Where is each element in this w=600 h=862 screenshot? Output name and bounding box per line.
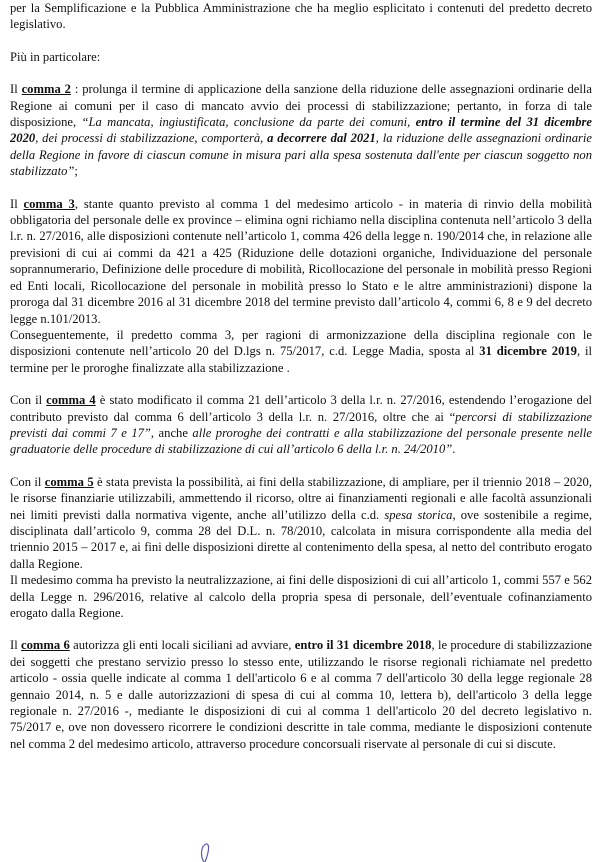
comma-4-label: comma 4 xyxy=(46,393,96,408)
comma-6-paragraph: Il comma 6 autorizza gli enti locali siciliani ad avviare, entro il 31 dicembre 2018, le procedure di stabilizzazione dei soggetti che prestano servizio presso lo stesso ente, utilizzando le risorse regionali richiamate nel predetto articolo - ossia quelle indicate al comma 1 dell'articolo 6 e al comma 7 dell'articolo 30 della legge regionale 28 gennaio 2014, n. 5 e dalle autorizzazioni di spesa di cui al comma 10, lettera b), dell'articolo 3 della legge regionale n. 27/2016 -, mediante le disposizioni di cui al comma 1 dell'articolo 20 del decreto legislativo n. 75/2017 e, ove non dovessero ricorrere le condizioni descritte in tale comma, mediante le disposizioni contenute nel comma 2 del medesimo articolo, attraverso procedure concorsuali riservate al personale di cui si discute. xyxy=(10,638,593,751)
comma-3-label: comma 3 xyxy=(23,196,75,211)
lead-paragraph: Più in particolare: xyxy=(10,49,101,64)
comma-6-label: comma 6 xyxy=(21,638,70,653)
comma-2-label: comma 2 xyxy=(21,82,71,97)
comma-4-paragraph: Con il comma 4 è stato modificato il comma 21 dell’articolo 3 della l.r. n. 27/2016, estendendo l’erogazione del contributo previsto dal comma 6 dell’articolo 3 della l.r. n. 27/2016, oltre che ai “percorsi di stabilizzazione previsti dai commi 7 e 17”, anche alle proroghe dei contratti e alla stabilizzazione del personale presente nelle graduatorie delle procedure di stabilizzazione di cui all’articolo 6 della l.r. n. 24/2010”. xyxy=(10,393,593,457)
handwritten-signature-mark xyxy=(190,838,220,862)
document-page xyxy=(10,0,592,768)
comma-5-paragraph: Con il comma 5 è stata prevista la possibilità, ai fini della stabilizzazione, di ampliare, per il triennio 2018 – 2020, le risorse finanziarie utilizzabili, ammettendo il ricorso, oltre ai finanziamenti regionali e alle facoltà assunzionali nei limiti previsti dalla normativa vigente, anche all’utilizzo della c.d. spesa storica, ove sostenibile a regime, disciplinata dall’articolo 9, comma 28 del D.L. n. 78/2010, calcolata in misura corrispondente alla media del triennio 2015 – 2017 e, ai fini delle disposizioni dirette al contenimento della spesa, al netto del contributo erogato dalla Regione. xyxy=(10,474,592,571)
comma-5-label: comma 5 xyxy=(44,474,94,489)
intro-paragraph: per la Semplificazione e la Pubblica Amministrazione che ha meglio esplicitato i contenuti del predetto decreto legislativo. xyxy=(10,1,592,32)
comma-2-paragraph: Il comma 2 : prolunga il termine di applicazione della sanzione della riduzione delle assegnazioni ordinarie della Regione ai comuni per il caso di mancato avvio dei processi di stabilizzazione; pertanto, in forza di tale disposizione, “La mancata, ingiustificata, conclusione da parte dei comuni, entro il termine del 31 dicembre 2020, dei processi di stabilizzazione, comporterà, a decorrere dal 2021, la riduzione delle assegnazioni ordinarie della Regione in favore di ciascun comune in misura pari alla spesa sostenuta dall'ente per ciascun soggetto non stabilizzato”; xyxy=(10,82,592,179)
comma-3-followup-paragraph: Conseguentemente, il predetto comma 3, per ragioni di armonizzazione della disciplina regionale con le disposizioni contenute nell’articolo 20 del D.lgs n. 75/2017, c.d. Legge Madia, sposta al 31 dicembre 2019, il termine per le proroghe finalizzate alla stabilizzazione . xyxy=(10,327,593,375)
comma-5-followup-paragraph: Il medesimo comma ha previsto la neutralizzazione, ai fini delle disposizioni di cui all’articolo 1, commi 557 e 562 della Legge n. 296/2016, relative al calcolo della propria spesa di personale, dell’eventuale cofinanziamento erogato dalla Regione. xyxy=(10,573,592,620)
comma-3-paragraph: Il comma 3, stante quanto previsto al comma 1 del medesimo articolo - in materia di rinvio della mobilità obbligatoria del personale delle ex province – elimina ogni richiamo nella disciplina contenuta nell’articolo 3 della l.r. n. 27/2016, alle disposizioni contenute nell’articolo 1, comma 426 della legge n. 190/2014 che, in relazione alle previsioni di cui ai commi da 421 a 425 (Riduzione delle dotazioni organiche, Individuazione del personale soprannumerario, Definizione delle procedure di mobilità, Ricollocazione del personale in mobilità presso Regioni ed Enti locali, Ricollocazione del personale in mobilità presso lo Stato e le altre amministrazioni) dispone la proroga dal 31 dicembre 2016 al 31 dicembre 2018 del termine previsto dall’articolo 4, commi 6, 8 e 9 del decreto legge n.101/2013. xyxy=(10,196,592,326)
